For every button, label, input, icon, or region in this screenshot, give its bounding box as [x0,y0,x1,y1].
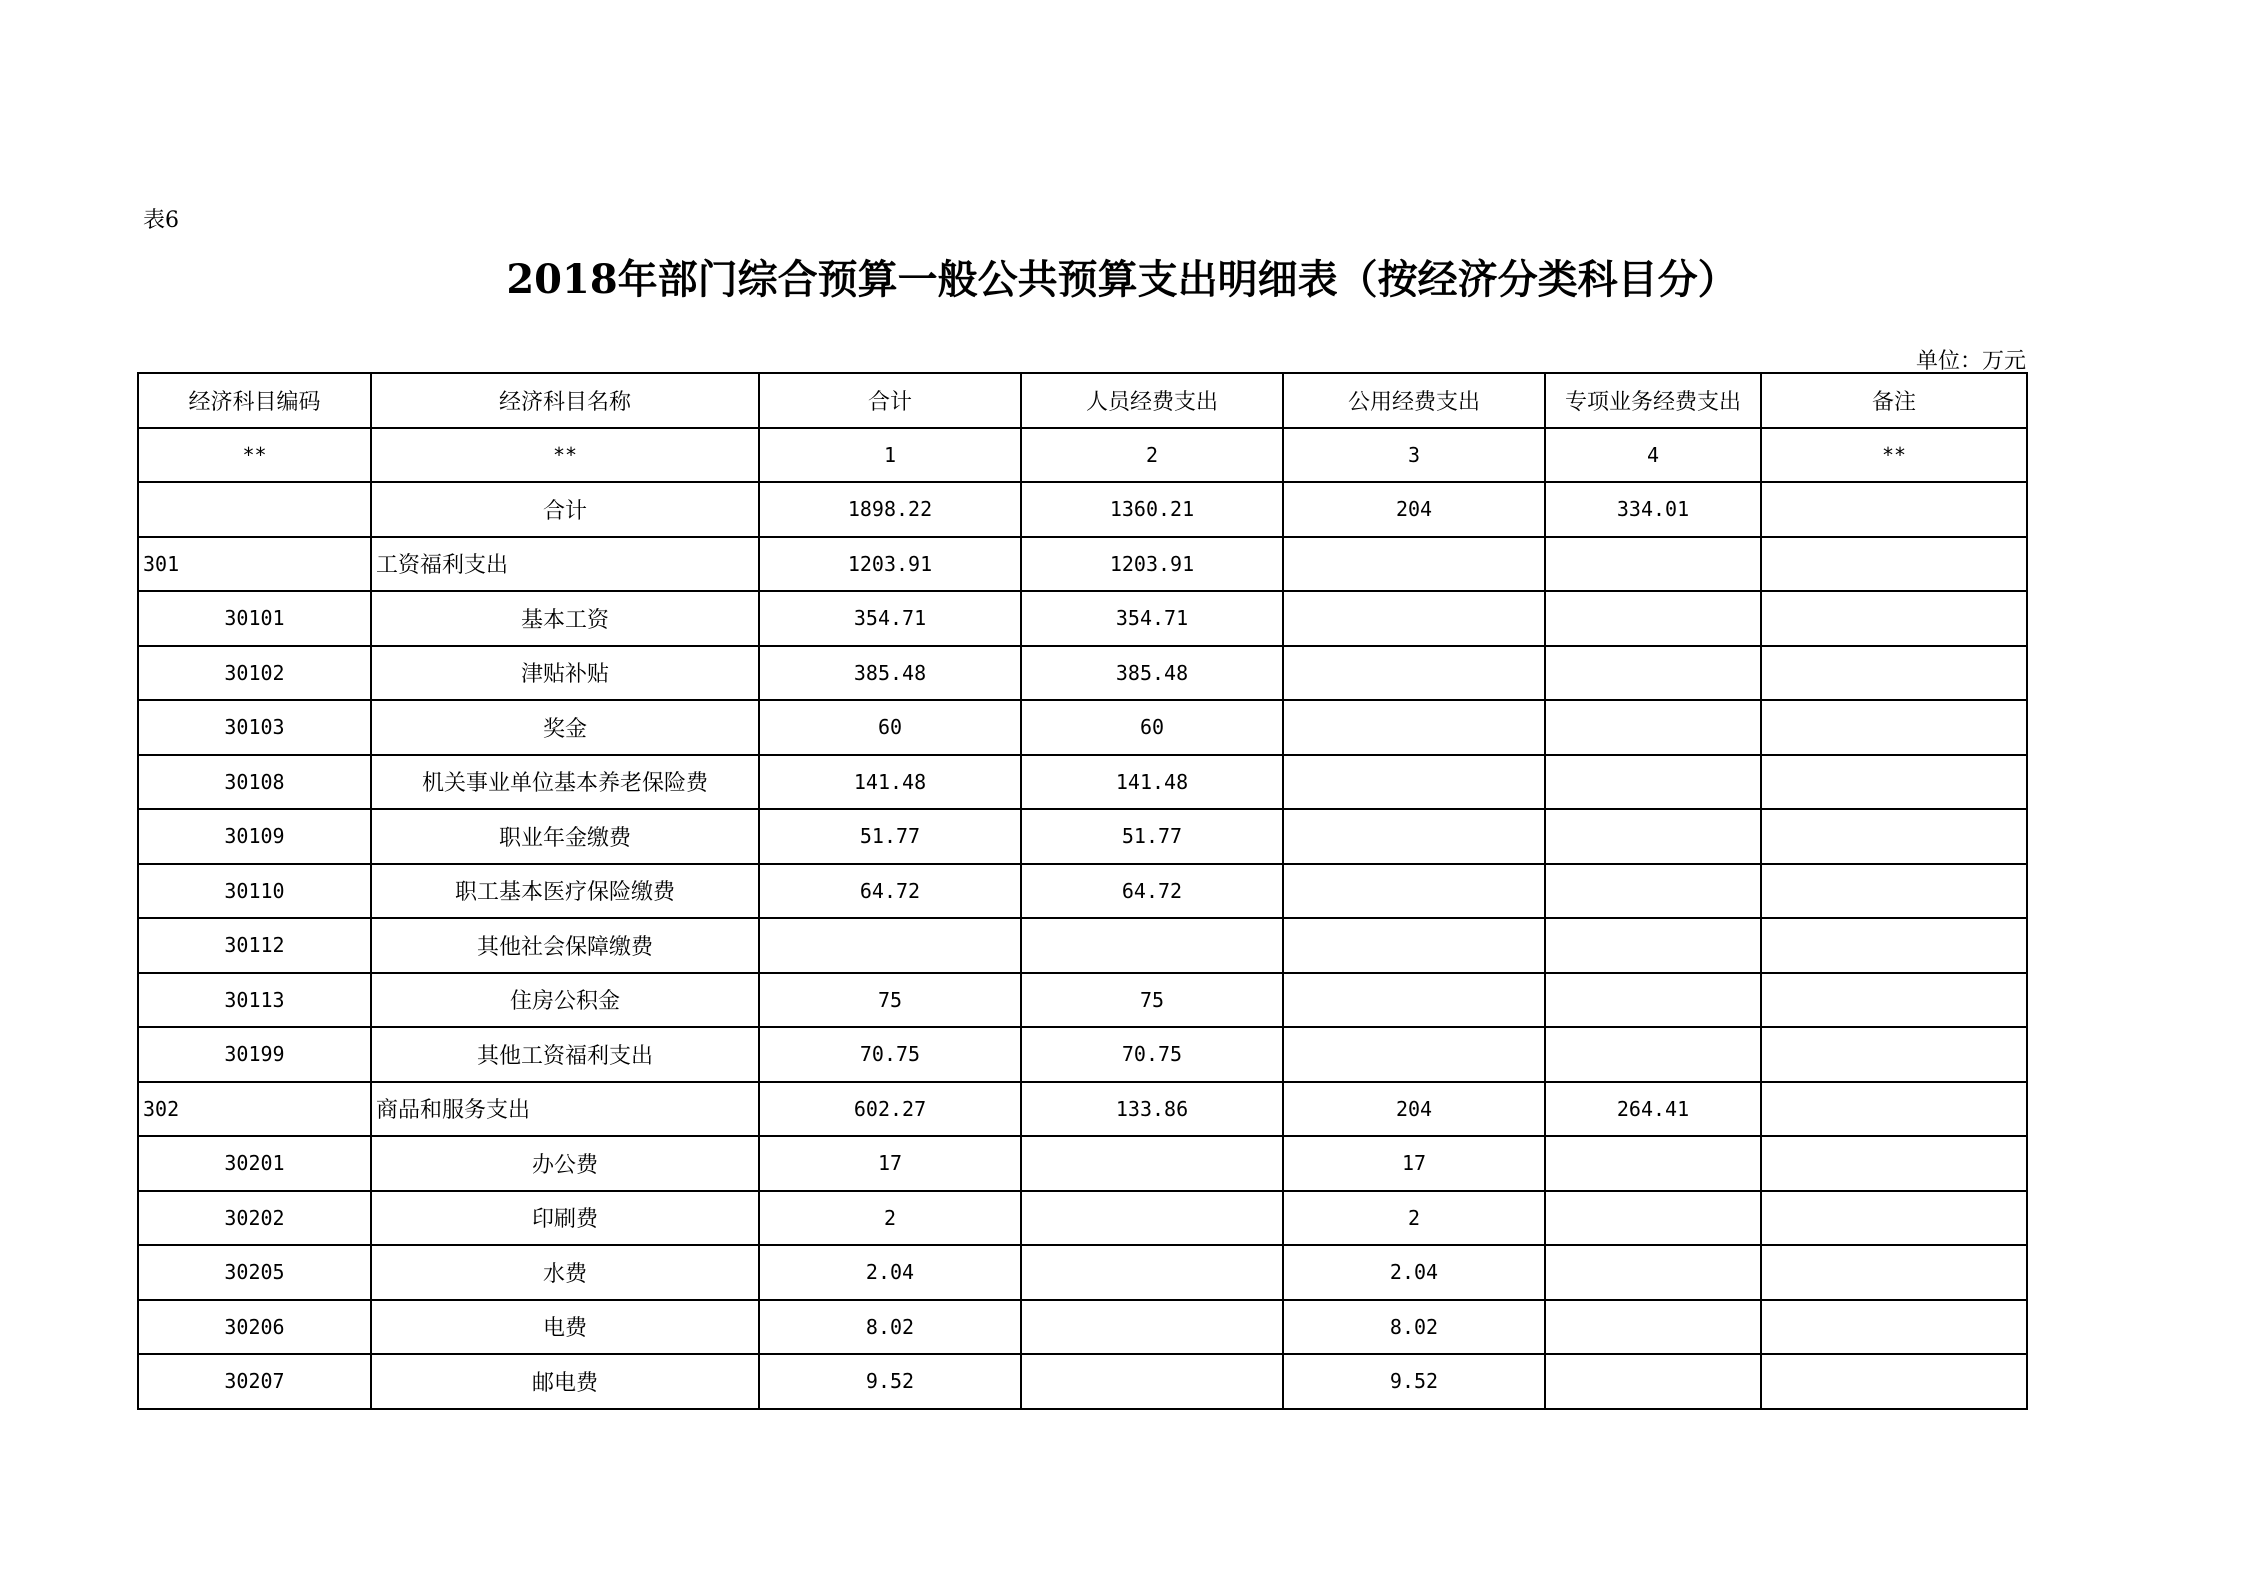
cell-remark [1761,1245,2027,1300]
table-row [138,973,2027,1028]
cell-special [1545,1191,1761,1246]
header-remark: 备注 [1761,373,2027,428]
table-row [138,755,2027,810]
header-row [138,373,2027,428]
table-row [138,1300,2027,1355]
cell-special [1545,973,1761,1028]
cell-personnel [1021,1300,1283,1355]
cell-public [1283,809,1545,864]
cell-code: 30109 [138,809,371,864]
table-label: 表6 [143,208,179,233]
cell-personnel: 60 [1021,700,1283,755]
cell-total: 141.48 [759,755,1021,810]
cell-remark [1761,537,2027,592]
cell-total: 17 [759,1136,1021,1191]
cell-special [1545,918,1761,973]
cell-name: 津贴补贴 [371,646,759,701]
cell-name: 水费 [371,1245,759,1300]
cell-public: 2 [1283,1191,1545,1246]
page-title: 2018年部门综合预算一般公共预算支出明细表（按经济分类科目分） [506,256,1738,303]
cell-name: 印刷费 [371,1191,759,1246]
index-cell: 2 [1021,428,1283,483]
cell-special: 334.01 [1545,482,1761,537]
table-row [138,1136,2027,1191]
table-row [138,1245,2027,1300]
cell-special [1545,864,1761,919]
cell-name: 合计 [371,482,759,537]
cell-name: 职业年金缴费 [371,809,759,864]
cell-total: 75 [759,973,1021,1028]
cell-name: 邮电费 [371,1354,759,1409]
cell-public: 2.04 [1283,1245,1545,1300]
cell-code: 30205 [138,1245,371,1300]
cell-special [1545,1136,1761,1191]
index-cell: 3 [1283,428,1545,483]
cell-special [1545,1300,1761,1355]
cell-total: 385.48 [759,646,1021,701]
cell-personnel: 1360.21 [1021,482,1283,537]
header-name: 经济科目名称 [371,373,759,428]
cell-special [1545,755,1761,810]
cell-remark [1761,646,2027,701]
cell-personnel [1021,1191,1283,1246]
cell-remark [1761,1354,2027,1409]
cell-remark [1761,591,2027,646]
budget-table [137,372,2028,1410]
cell-total: 64.72 [759,864,1021,919]
header-personnel: 人员经费支出 [1021,373,1283,428]
cell-special [1545,700,1761,755]
table-row [138,482,2027,537]
index-cell: ** [1761,428,2027,483]
cell-public [1283,646,1545,701]
table-row [138,700,2027,755]
cell-total: 2 [759,1191,1021,1246]
cell-name: 职工基本医疗保险缴费 [371,864,759,919]
cell-total [759,918,1021,973]
cell-personnel [1021,1354,1283,1409]
cell-personnel: 51.77 [1021,809,1283,864]
cell-code: 30112 [138,918,371,973]
cell-code [138,482,371,537]
cell-total: 9.52 [759,1354,1021,1409]
cell-public: 9.52 [1283,1354,1545,1409]
cell-name: 电费 [371,1300,759,1355]
header-code: 经济科目编码 [138,373,371,428]
cell-name: 机关事业单位基本养老保险费 [371,755,759,810]
cell-name: 办公费 [371,1136,759,1191]
cell-special [1545,591,1761,646]
cell-remark [1761,973,2027,1028]
cell-public [1283,1027,1545,1082]
table-row [138,591,2027,646]
cell-remark [1761,1191,2027,1246]
cell-special [1545,1027,1761,1082]
header-special: 专项业务经费支出 [1545,373,1761,428]
cell-total: 70.75 [759,1027,1021,1082]
cell-code: 30202 [138,1191,371,1246]
cell-remark [1761,809,2027,864]
cell-total: 602.27 [759,1082,1021,1137]
table-row [138,918,2027,973]
index-cell: ** [138,428,371,483]
cell-name: 其他社会保障缴费 [371,918,759,973]
cell-public: 17 [1283,1136,1545,1191]
cell-public: 204 [1283,482,1545,537]
cell-code: 30108 [138,755,371,810]
header-total: 合计 [759,373,1021,428]
cell-name: 基本工资 [371,591,759,646]
cell-public: 8.02 [1283,1300,1545,1355]
cell-code: 30207 [138,1354,371,1409]
cell-total: 1898.22 [759,482,1021,537]
table-body [138,482,2027,1409]
cell-personnel: 64.72 [1021,864,1283,919]
unit-label: 单位：万元 [1915,349,2026,374]
cell-name: 商品和服务支出 [371,1082,759,1137]
cell-public [1283,591,1545,646]
cell-remark [1761,755,2027,810]
cell-remark [1761,864,2027,919]
cell-code: 30101 [138,591,371,646]
cell-personnel: 1203.91 [1021,537,1283,592]
table-row [138,537,2027,592]
header-public: 公用经费支出 [1283,373,1545,428]
table-row [138,1354,2027,1409]
cell-remark [1761,482,2027,537]
cell-remark [1761,1027,2027,1082]
cell-code: 301 [138,537,371,592]
cell-total: 51.77 [759,809,1021,864]
cell-personnel [1021,918,1283,973]
cell-personnel: 354.71 [1021,591,1283,646]
cell-public: 204 [1283,1082,1545,1137]
cell-total: 2.04 [759,1245,1021,1300]
cell-personnel: 70.75 [1021,1027,1283,1082]
cell-code: 30113 [138,973,371,1028]
cell-special [1545,537,1761,592]
cell-remark [1761,1300,2027,1355]
index-cell: 4 [1545,428,1761,483]
cell-personnel [1021,1136,1283,1191]
table-row [138,864,2027,919]
index-cell: ** [371,428,759,483]
cell-code: 30102 [138,646,371,701]
table-row [138,1027,2027,1082]
cell-remark [1761,918,2027,973]
cell-remark [1761,1082,2027,1137]
cell-code: 30199 [138,1027,371,1082]
cell-name: 其他工资福利支出 [371,1027,759,1082]
cell-total: 8.02 [759,1300,1021,1355]
cell-personnel: 141.48 [1021,755,1283,810]
cell-personnel [1021,1245,1283,1300]
table-row [138,1191,2027,1246]
cell-public [1283,864,1545,919]
table-row [138,1082,2027,1137]
index-row [138,428,2027,483]
index-cell: 1 [759,428,1021,483]
cell-public [1283,700,1545,755]
cell-personnel: 75 [1021,973,1283,1028]
cell-total: 354.71 [759,591,1021,646]
cell-public [1283,537,1545,592]
cell-remark [1761,700,2027,755]
cell-personnel: 133.86 [1021,1082,1283,1137]
table-row [138,646,2027,701]
cell-total: 1203.91 [759,537,1021,592]
cell-code: 30201 [138,1136,371,1191]
table-row [138,809,2027,864]
cell-total: 60 [759,700,1021,755]
cell-special: 264.41 [1545,1082,1761,1137]
cell-code: 30103 [138,700,371,755]
cell-public [1283,918,1545,973]
cell-public [1283,755,1545,810]
cell-name: 住房公积金 [371,973,759,1028]
cell-personnel: 385.48 [1021,646,1283,701]
cell-special [1545,646,1761,701]
cell-code: 30206 [138,1300,371,1355]
cell-special [1545,1354,1761,1409]
cell-special [1545,809,1761,864]
cell-name: 工资福利支出 [371,537,759,592]
cell-public [1283,973,1545,1028]
cell-code: 302 [138,1082,371,1137]
cell-special [1545,1245,1761,1300]
cell-remark [1761,1136,2027,1191]
cell-name: 奖金 [371,700,759,755]
cell-code: 30110 [138,864,371,919]
